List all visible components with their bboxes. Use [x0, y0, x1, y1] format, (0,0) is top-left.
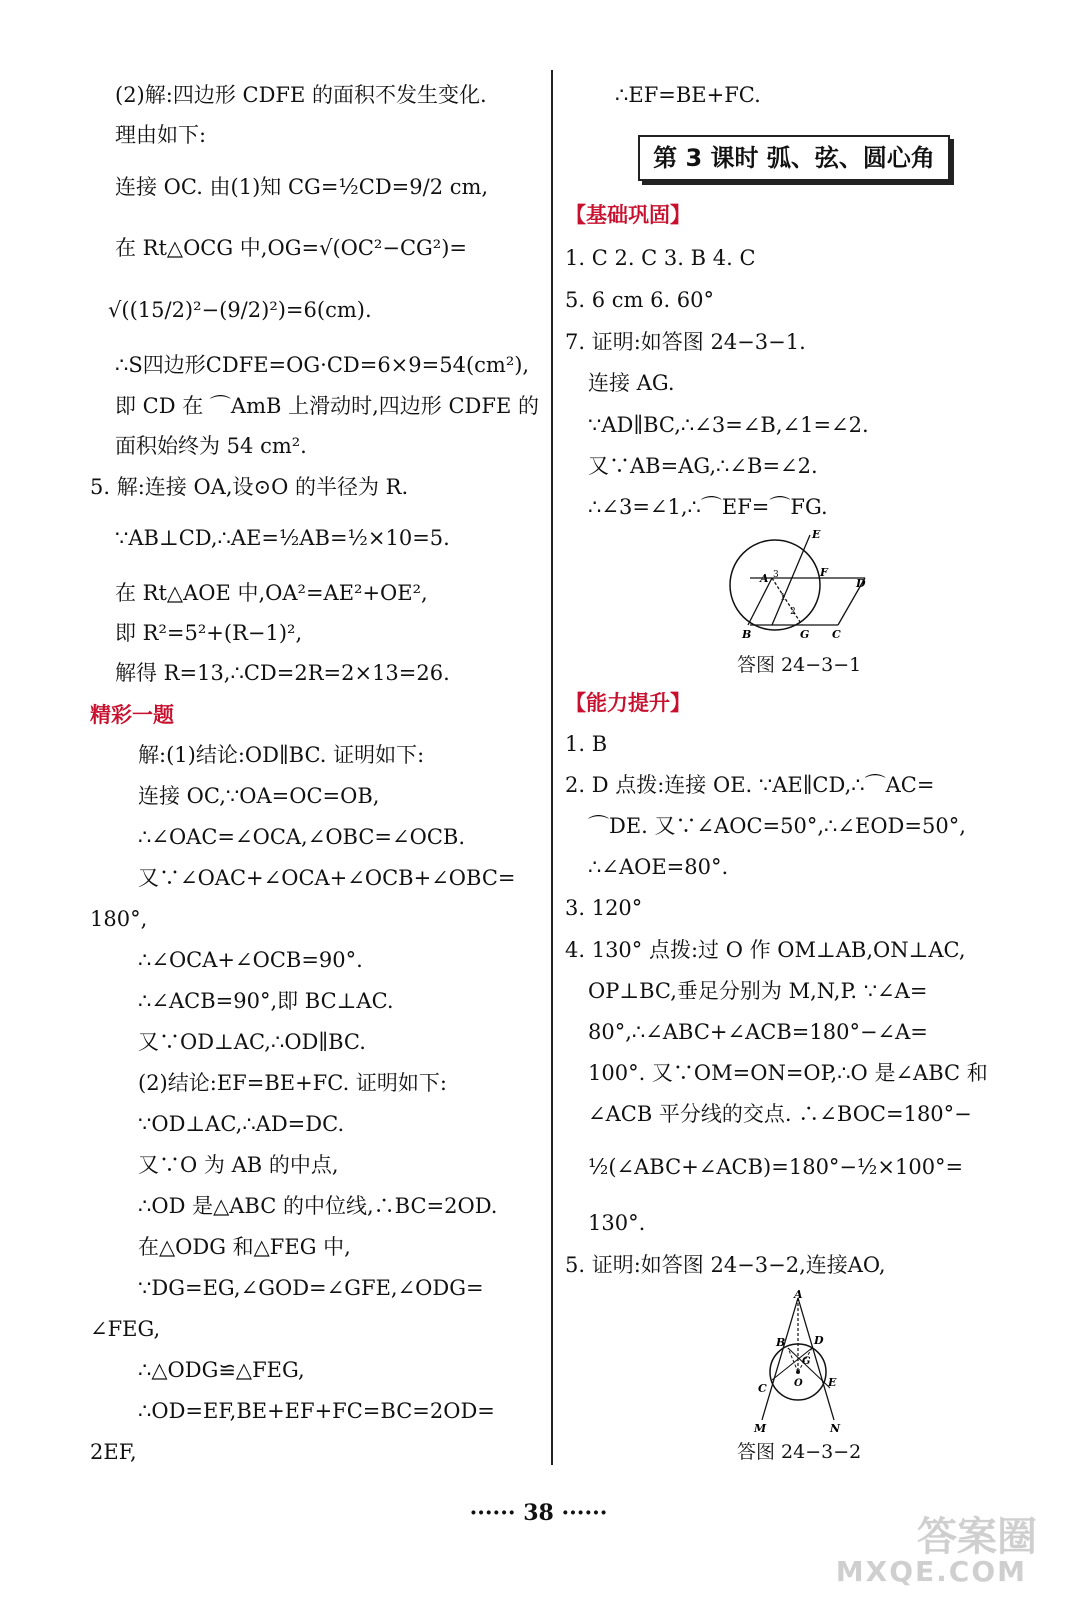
right-line: ∴EF=BE+FC.: [615, 83, 761, 107]
watermark-url: MXQE.COM: [835, 1555, 1027, 1588]
divider: [551, 70, 553, 1465]
right-line: 连接 AG.: [588, 371, 675, 395]
right-line: 又∵AB=AG,∴∠B=∠2.: [588, 454, 818, 478]
fig1-label-b: B: [742, 628, 752, 641]
right-line: 【能力提升】: [565, 690, 691, 715]
left-line: ∴∠OCA+∠OCB=90°.: [138, 948, 363, 972]
left-line: 解得 R=13,∴CD=2R=2×13=26.: [115, 661, 450, 685]
right-line: 100°. 又∵OM=ON=OP,∴O 是∠ABC 和: [588, 1061, 988, 1085]
fig1-label-c: C: [832, 628, 841, 641]
right-line: 4. 130° 点拨:过 O 作 OM⊥AB,ON⊥AC,: [565, 938, 966, 962]
left-line: 即 R²=5²+(R−1)²,: [115, 621, 303, 645]
left-line: 连接 OC. 由(1)知 CG=½CD=9/2 cm,: [115, 175, 489, 199]
right-line: ∠ACB 平分线的交点. ∴∠BOC=180°−: [588, 1102, 972, 1126]
left-line: ∴∠OAC=∠OCA,∠OBC=∠OCB.: [138, 825, 466, 849]
left-line: ∵DG=EG,∠GOD=∠GFE,∠ODG=: [138, 1276, 484, 1300]
left-line: ∴S四边形CDFE=OG·CD=6×9=54(cm²),: [115, 353, 530, 377]
left-line: 即 CD 在 ⌒AmB 上滑动时,四边形 CDFE 的: [115, 394, 539, 418]
fig2-label-d: D: [814, 1334, 824, 1347]
right-line: ∴∠AOE=80°.: [588, 855, 729, 879]
figure-caption-1: 答图 24−3−1: [737, 654, 862, 676]
fig2-label-e: E: [828, 1376, 837, 1389]
left-line: 又∵O 为 AB 的中点,: [138, 1153, 339, 1177]
left-line: 在 Rt△OCG 中,OG=√(OC²−CG²)=: [115, 236, 467, 260]
left-line: 连接 OC,∵OA=OC=OB,: [138, 784, 380, 808]
left-line: ∴∠ACB=90°,即 BC⊥AC.: [138, 989, 394, 1013]
right-line: ½(∠ABC+∠ACB)=180°−½×100°=: [588, 1155, 964, 1179]
right-line: 1. B: [565, 732, 608, 756]
right-line: OP⊥BC,垂足分别为 M,N,P. ∵∠A=: [588, 979, 928, 1003]
fig2-label-o: O: [794, 1378, 803, 1389]
right-line: 5. 6 cm 6. 60°: [565, 288, 715, 312]
left-line: 在 Rt△AOE 中,OA²=AE²+OE²,: [115, 581, 428, 605]
right-line: 1. C 2. C 3. B 4. C: [565, 246, 756, 270]
fig2-label-a: A: [794, 1290, 803, 1301]
fig2-label-b: B: [776, 1336, 786, 1349]
fig1-label-3: 3: [773, 570, 779, 580]
figure-24-3-2: [750, 1290, 850, 1440]
left-line: 180°,: [90, 907, 148, 931]
right-line: 80°,∴∠ABC+∠ACB=180°−∠A=: [588, 1020, 928, 1044]
left-line: 在△ODG 和△FEG 中,: [138, 1235, 351, 1259]
left-line: (2)解:四边形 CDFE 的面积不发生变化.: [115, 83, 487, 107]
fig2-label-m: M: [754, 1422, 767, 1435]
left-line: ∵OD⊥AC,∴AD=DC.: [138, 1112, 345, 1136]
right-line: ⌒DE. 又∵∠AOC=50°,∴∠EOD=50°,: [588, 814, 966, 838]
figure-24-3-1: [720, 530, 880, 650]
left-line: √((15/2)²−(9/2)²)=6(cm).: [108, 298, 372, 322]
figure-caption-2: 答图 24−3−2: [737, 1441, 862, 1463]
watermark-logo: 答案圈: [917, 1514, 1037, 1560]
left-line: ∴OD=EF,BE+EF+FC=BC=2OD=: [138, 1399, 495, 1423]
left-line: 5. 解:连接 OA,设⊙O 的半径为 R.: [90, 475, 409, 499]
fig1-label-f: F: [820, 566, 828, 579]
left-line: ∠FEG,: [90, 1317, 161, 1341]
left-line: 解:(1)结论:OD∥BC. 证明如下:: [138, 743, 425, 767]
right-line: 5. 证明:如答图 24−3−2,连接AO,: [565, 1253, 886, 1277]
left-line: ∴OD 是△ABC 的中位线,∴BC=2OD.: [138, 1194, 498, 1218]
right-line: 130°.: [588, 1211, 646, 1235]
left-line: ∴△ODG≌△FEG,: [138, 1358, 305, 1382]
fig1-label-1: 1: [780, 593, 786, 603]
fig1-label-a: A: [760, 572, 769, 585]
section-title: 第 3 课时 弧、弦、圆心角: [638, 135, 950, 181]
right-line: ∴∠3=∠1,∴⌒EF=⌒FG.: [588, 495, 828, 519]
fig1-label-g: G: [800, 628, 810, 641]
right-line: 【基础巩固】: [565, 202, 691, 227]
fig2-label-c: C: [758, 1382, 767, 1395]
fig1-label-e: E: [812, 530, 821, 541]
fig2-label-n: N: [830, 1422, 841, 1435]
right-line: 2. D 点拨:连接 OE. ∵AE∥CD,∴⌒AC=: [565, 773, 935, 797]
page-number: ······ 38 ······: [469, 1500, 608, 1526]
fig1-label-2: 2: [790, 607, 796, 617]
left-line: 又∵OD⊥AC,∴OD∥BC.: [138, 1030, 366, 1054]
right-line: ∵AD∥BC,∴∠3=∠B,∠1=∠2.: [588, 413, 869, 437]
left-line: 又∵∠OAC+∠OCA+∠OCB+∠OBC=: [138, 866, 516, 890]
fig2-label-g: G: [802, 1356, 811, 1367]
left-line: 精彩一题: [90, 702, 174, 727]
right-line: 3. 120°: [565, 896, 643, 920]
left-line: 理由如下:: [115, 123, 207, 147]
left-line: 2EF,: [90, 1440, 137, 1464]
fig1-label-d: D: [856, 577, 866, 590]
left-line: (2)结论:EF=BE+FC. 证明如下:: [138, 1071, 447, 1095]
left-line: ∵AB⊥CD,∴AE=½AB=½×10=5.: [115, 526, 450, 550]
right-line: 7. 证明:如答图 24−3−1.: [565, 330, 806, 354]
left-line: 面积始终为 54 cm².: [115, 434, 307, 458]
